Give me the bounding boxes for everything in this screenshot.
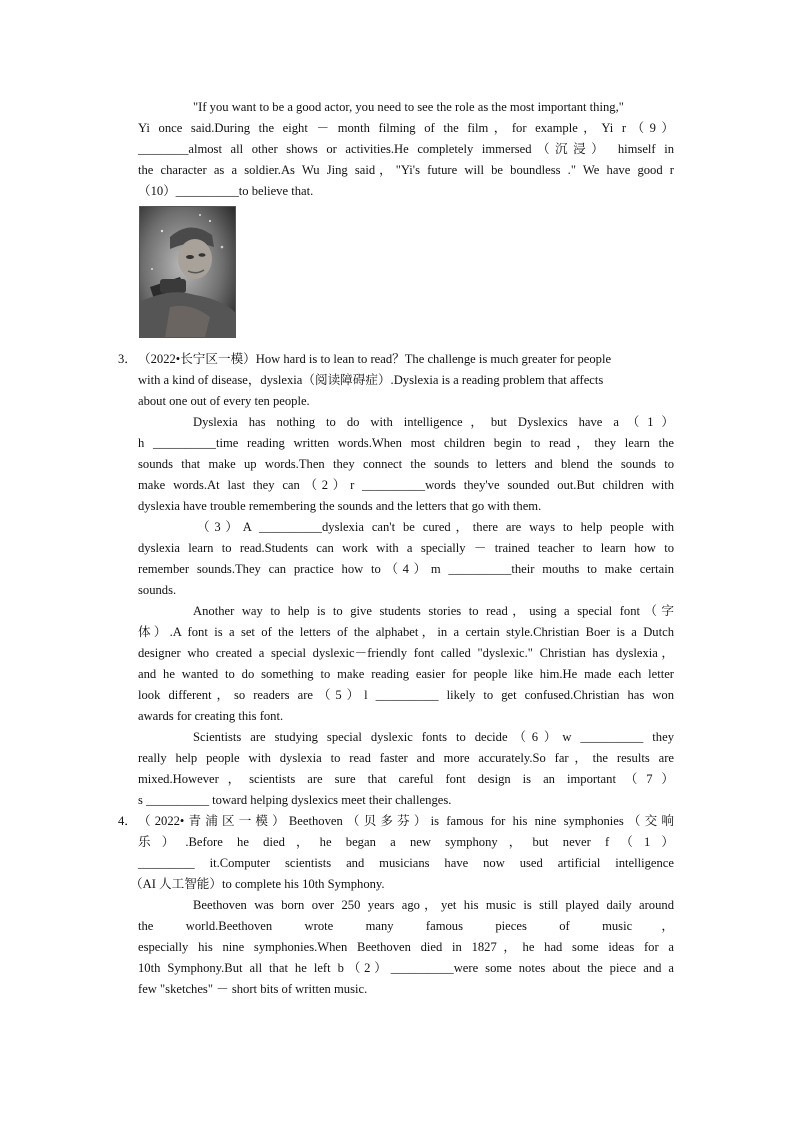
passage-line: dyslexia learn to read.Students can work with a specially － trained teacher to learn how to [138, 541, 674, 555]
passage-line: "If you want to be a good actor, you need to see the role as the most important thing," [193, 100, 624, 114]
passage-line: 乐）.Before he died，he began a new symphony，but never f（1） [138, 835, 674, 849]
passage-line: about one out of every ten people. [138, 394, 310, 408]
passage-line: make words.At last they can（2）r __________words they've sounded out.But children with [138, 478, 674, 492]
passage-line: （3）A __________dyslexia can't be cured，there are ways to help people with [197, 520, 674, 534]
passage-line: with a kind of disease，dyslexia（阅读障碍症）.Dyslexia is a reading problem that affects [138, 373, 604, 387]
passage-line: awards for creating this font. [138, 709, 284, 723]
question-number: 4． [118, 814, 137, 828]
passage-line: Another way to help is to give students stories to read，using a special font（字 [193, 604, 674, 618]
passage-line: （10）__________to believe that. [138, 184, 314, 198]
passage-line: especially his nine symphonies.When Beethoven died in 1827，he had some ideas for a [138, 940, 674, 954]
passage-line: h __________time reading written words.When most children begin to read，they learn the [138, 436, 674, 450]
passage-line: s __________ toward helping dyslexics meet their challenges. [138, 793, 452, 807]
passage-line: and he wanted to do something to make reading easier for people like him.He made each letter [138, 667, 674, 681]
passage-line: （2022•长宁区一模）How hard is to lean to read？The challenge is much greater for people [138, 352, 612, 366]
passage-line: ________almost all other shows or activities.He completely immersed（沉浸） himself in [138, 142, 674, 156]
passage-line: Scientists are studying special dyslexic fonts to decide（6）w __________ they [193, 730, 674, 744]
passage-line: 体）.A font is a set of the letters of the alphabet，in a certain style.Christian Boer is a Dutch [138, 625, 674, 639]
passage-line: Yi once said.During the eight － month filming of the film，for example，Yi r（9） [138, 121, 674, 135]
passage-line: remember sounds.They can practice how to（4）m __________their mouths to make certain [138, 562, 674, 576]
passage-line: （2022•青浦区一模）Beethoven（贝多芬）is famous for his nine symphonies（交响 [138, 814, 674, 828]
passage-line: sounds that make up words.Then they connect the sounds to letters and blend the sounds to [138, 457, 674, 471]
passage-line: Beethoven was born over 250 years ago，yet his music is still played daily around [193, 898, 674, 912]
passage-line: look different，so readers are（5）l __________ likely to get confused.Christian has won [138, 688, 674, 702]
passage-line: few "sketches" － short bits of written music. [138, 982, 368, 996]
passage-line: 10th Symphony.But all that he left b（2）__________were some notes about the piece and a [138, 961, 674, 975]
passage-line: Dyslexia has nothing to do with intelligence，but Dyslexics have a（1） [193, 415, 674, 429]
passage-line: mixed.However，scientists are sure that careful font design is an important（7） [138, 772, 674, 786]
soldier-photo [139, 206, 236, 338]
passage-line: dyslexia have trouble remembering the sounds and the letters that go with them. [138, 499, 542, 513]
passage-line: _________ it.Computer scientists and musicians have now used artificial intelligence [138, 856, 674, 870]
passage-line: the character as a soldier.As Wu Jing said，"Yi's future will be boundless ." We have good r [138, 163, 674, 177]
passage-line: the world.Beethoven wrote many famous pieces of music， [138, 919, 674, 933]
passage-line: really help people with dyslexia to read faster and more accurately.So far，the results are [138, 751, 674, 765]
passage-line: sounds. [138, 583, 177, 597]
question-number: 3． [118, 352, 137, 366]
passage-line: （AI 人工智能）to complete his 10th Symphony. [130, 877, 385, 891]
passage-line: designer who created a special dyslexic－friendly font called "dyslexic." Christian has dyslexia， [138, 646, 674, 660]
